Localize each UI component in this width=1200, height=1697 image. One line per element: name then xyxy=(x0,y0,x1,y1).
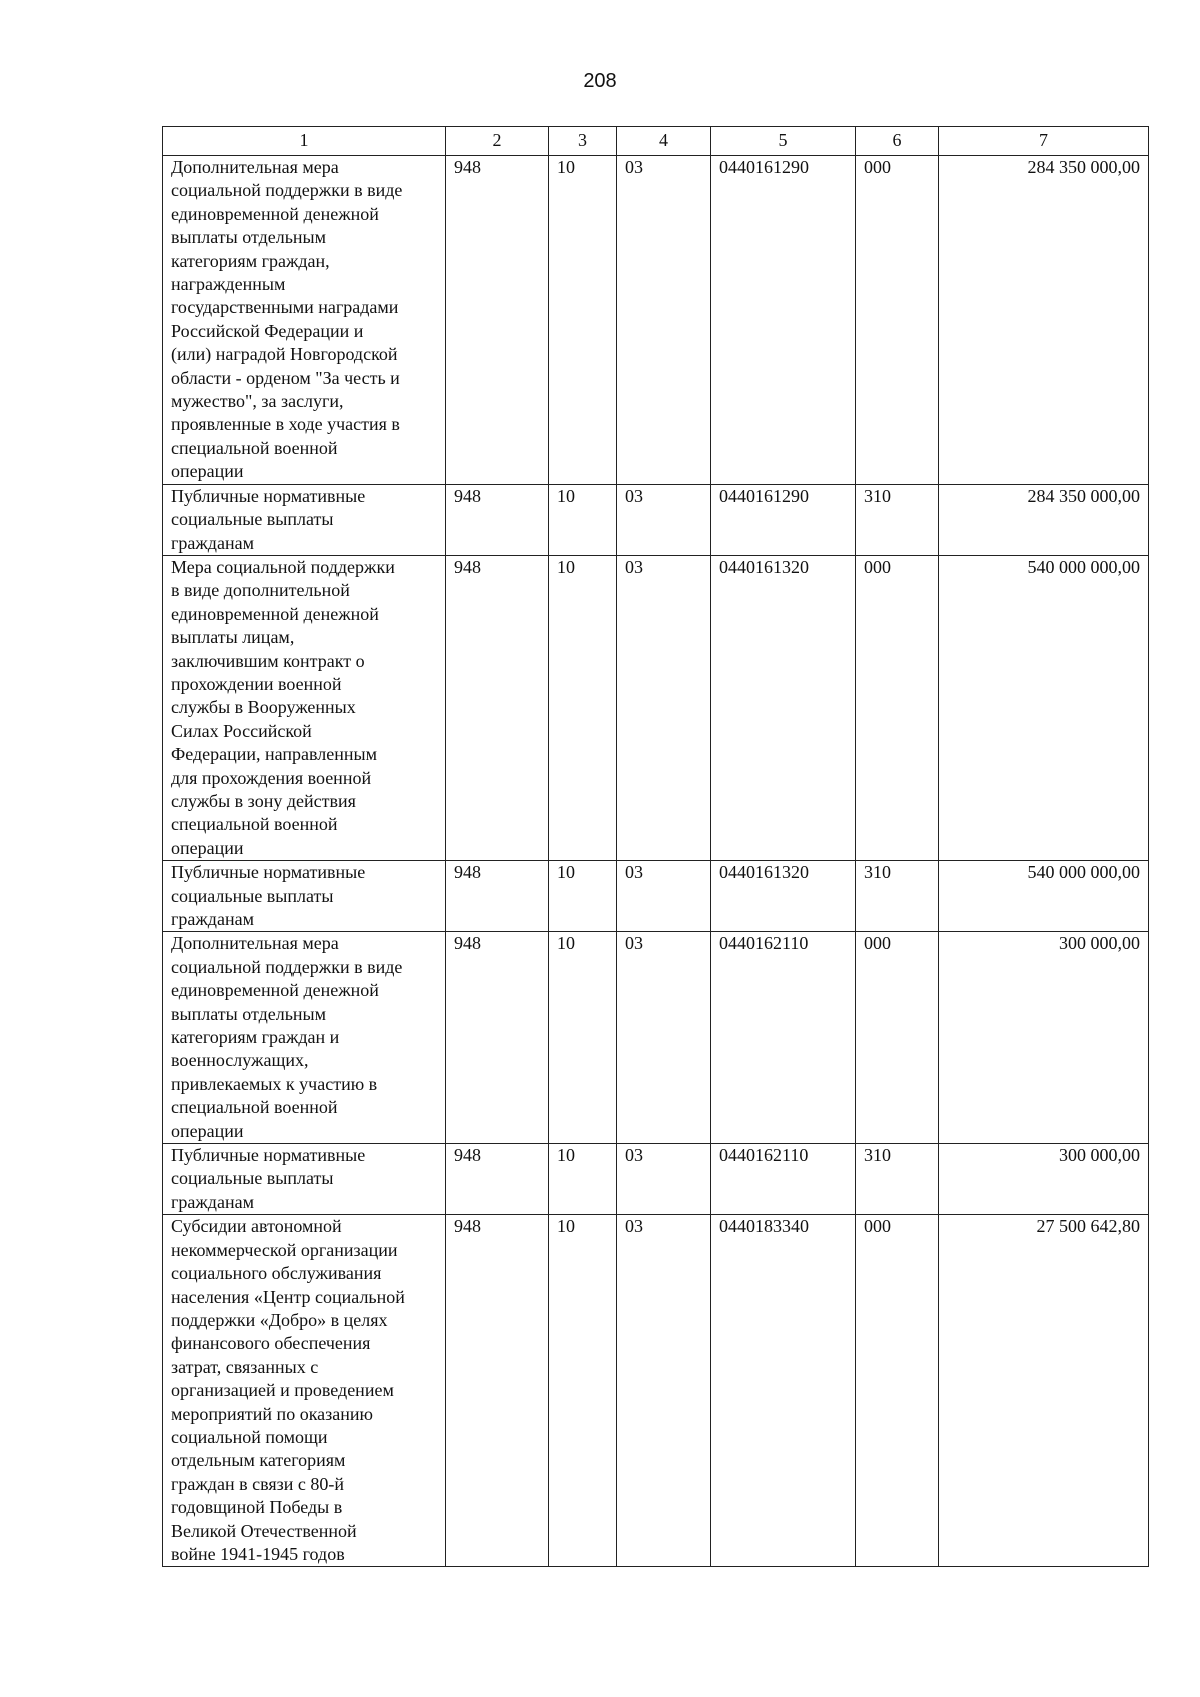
row-col-5: 0440161290 xyxy=(711,156,856,485)
row-col-3: 10 xyxy=(549,1215,617,1567)
row-col-4: 03 xyxy=(617,484,711,555)
header-col-2: 2 xyxy=(446,127,549,156)
description-line: операции xyxy=(171,461,244,482)
description-line: прохождении военной xyxy=(171,673,342,694)
row-col-2: 948 xyxy=(446,555,549,860)
row-col-4: 03 xyxy=(617,861,711,932)
budget-table xyxy=(162,126,1149,1567)
description-line: категориям граждан и xyxy=(171,1027,340,1048)
description-line: Великой Отечественной xyxy=(171,1520,357,1541)
description-line: заключившим контракт о xyxy=(171,650,365,671)
description-line: организацией и проведением xyxy=(171,1380,394,1401)
description-line: социальные выплаты xyxy=(171,1168,334,1189)
description-line: социальной поддержки в виде xyxy=(171,180,403,201)
description-line: некоммерческой организации xyxy=(171,1239,398,1260)
description-line: населения «Центр социальной xyxy=(171,1286,405,1307)
description-line: службы в Вооруженных xyxy=(171,697,356,718)
table-row xyxy=(163,932,1149,1144)
description-line: мужество", за заслуги, xyxy=(171,391,344,412)
description-line: Субсидии автономной xyxy=(171,1216,342,1237)
row-col-4: 03 xyxy=(617,932,711,1144)
description-line: категориям граждан, xyxy=(171,250,330,271)
description-line: мероприятий по оказанию xyxy=(171,1403,373,1424)
header-col-7: 7 xyxy=(939,127,1149,156)
row-col-5: 0440162110 xyxy=(711,1144,856,1215)
description-line: специальной военной xyxy=(171,437,338,458)
table-header xyxy=(163,127,1149,156)
description-line: социального обслуживания xyxy=(171,1263,382,1284)
description-line: службы в зону действия xyxy=(171,790,356,811)
row-col-2: 948 xyxy=(446,1215,549,1567)
description-line: единовременной денежной xyxy=(171,203,379,224)
row-col-4: 03 xyxy=(617,555,711,860)
row-description xyxy=(163,555,446,860)
row-amount: 540 000 000,00 xyxy=(939,861,1149,932)
row-amount: 27 500 642,80 xyxy=(939,1215,1149,1567)
row-col-2: 948 xyxy=(446,932,549,1144)
description-line: войне 1941-1945 годов xyxy=(171,1543,345,1564)
row-col-6: 310 xyxy=(856,484,939,555)
row-col-3: 10 xyxy=(549,1144,617,1215)
header-col-1: 1 xyxy=(163,127,446,156)
description-line: для прохождения военной xyxy=(171,767,372,788)
row-amount: 284 350 000,00 xyxy=(939,156,1149,485)
row-col-5: 0440161290 xyxy=(711,484,856,555)
table-row xyxy=(163,1144,1149,1215)
row-amount: 540 000 000,00 xyxy=(939,555,1149,860)
table-row xyxy=(163,861,1149,932)
page-number: 208 xyxy=(583,70,617,92)
description-line: Публичные нормативные xyxy=(171,862,366,883)
row-col-6: 310 xyxy=(856,1144,939,1215)
row-col-4: 03 xyxy=(617,1215,711,1567)
row-description xyxy=(163,484,446,555)
table-row xyxy=(163,1215,1149,1567)
table-row xyxy=(163,555,1149,860)
description-line: Публичные нормативные xyxy=(171,1145,366,1166)
row-col-6: 000 xyxy=(856,555,939,860)
row-col-4: 03 xyxy=(617,156,711,485)
row-col-3: 10 xyxy=(549,484,617,555)
row-description xyxy=(163,932,446,1144)
description-line: социальные выплаты xyxy=(171,509,334,530)
description-line: выплаты отдельным xyxy=(171,227,327,248)
description-line: Силах Российской xyxy=(171,720,312,741)
description-line: специальной военной xyxy=(171,1097,338,1118)
header-col-3: 3 xyxy=(549,127,617,156)
header-col-4: 4 xyxy=(617,127,711,156)
description-line: годовщиной Победы в xyxy=(171,1497,343,1518)
row-col-2: 948 xyxy=(446,1144,549,1215)
row-col-5: 0440183340 xyxy=(711,1215,856,1567)
description-line: Дополнительная мера xyxy=(171,933,339,954)
description-line: затрат, связанных с xyxy=(171,1356,319,1377)
description-line: Мера социальной поддержки xyxy=(171,556,395,577)
row-col-2: 948 xyxy=(446,484,549,555)
table-row xyxy=(163,484,1149,555)
row-col-2: 948 xyxy=(446,156,549,485)
row-col-6: 000 xyxy=(856,1215,939,1567)
description-line: (или) наградой Новгородской xyxy=(171,344,398,365)
description-line: операции xyxy=(171,837,244,858)
description-line: государственными наградами xyxy=(171,297,399,318)
row-col-3: 10 xyxy=(549,555,617,860)
row-col-2: 948 xyxy=(446,861,549,932)
description-line: специальной военной xyxy=(171,814,338,835)
description-line: Федерации, направленным xyxy=(171,744,377,765)
description-line: Публичные нормативные xyxy=(171,485,366,506)
description-line: единовременной денежной xyxy=(171,980,379,1001)
row-col-6: 310 xyxy=(856,861,939,932)
description-line: привлекаемых к участию в xyxy=(171,1073,378,1094)
header-col-5: 5 xyxy=(711,127,856,156)
description-line: единовременной денежной xyxy=(171,603,379,624)
row-col-3: 10 xyxy=(549,861,617,932)
description-line: операции xyxy=(171,1120,244,1141)
row-description xyxy=(163,1144,446,1215)
row-description xyxy=(163,1215,446,1567)
table-body xyxy=(163,156,1149,1567)
description-line: граждан в связи с 80-й xyxy=(171,1473,344,1494)
row-amount: 300 000,00 xyxy=(939,1144,1149,1215)
row-col-3: 10 xyxy=(549,156,617,485)
row-col-5: 0440161320 xyxy=(711,861,856,932)
description-line: социальной помощи xyxy=(171,1426,328,1447)
description-line: отдельным категориям xyxy=(171,1450,346,1471)
description-line: поддержки «Добро» в целях xyxy=(171,1309,388,1330)
row-col-5: 0440161320 xyxy=(711,555,856,860)
description-line: Дополнительная мера xyxy=(171,157,339,177)
description-line: социальные выплаты xyxy=(171,885,334,906)
row-amount: 300 000,00 xyxy=(939,932,1149,1144)
description-line: гражданам xyxy=(171,1191,254,1212)
row-col-6: 000 xyxy=(856,156,939,485)
header-row xyxy=(163,127,1149,156)
description-line: социальной поддержки в виде xyxy=(171,956,403,977)
row-description xyxy=(163,156,446,485)
description-line: области - орденом "За честь и xyxy=(171,367,400,388)
description-line: гражданам xyxy=(171,909,254,929)
row-col-3: 10 xyxy=(549,932,617,1144)
description-line: выплаты лицам, xyxy=(171,627,295,648)
description-line: проявленные в ходе участия в xyxy=(171,414,400,435)
row-col-5: 0440162110 xyxy=(711,932,856,1144)
row-amount: 284 350 000,00 xyxy=(939,484,1149,555)
row-col-4: 03 xyxy=(617,1144,711,1215)
row-description xyxy=(163,861,446,932)
description-line: Российской Федерации и xyxy=(171,320,364,341)
table-row xyxy=(163,156,1149,485)
header-col-6: 6 xyxy=(856,127,939,156)
description-line: в виде дополнительной xyxy=(171,580,350,601)
description-line: выплаты отдельным xyxy=(171,1003,327,1024)
row-col-6: 000 xyxy=(856,932,939,1144)
description-line: награжденным xyxy=(171,274,286,295)
description-line: военнослужащих, xyxy=(171,1050,309,1071)
description-line: финансового обеспечения xyxy=(171,1333,371,1354)
description-line: гражданам xyxy=(171,532,254,553)
